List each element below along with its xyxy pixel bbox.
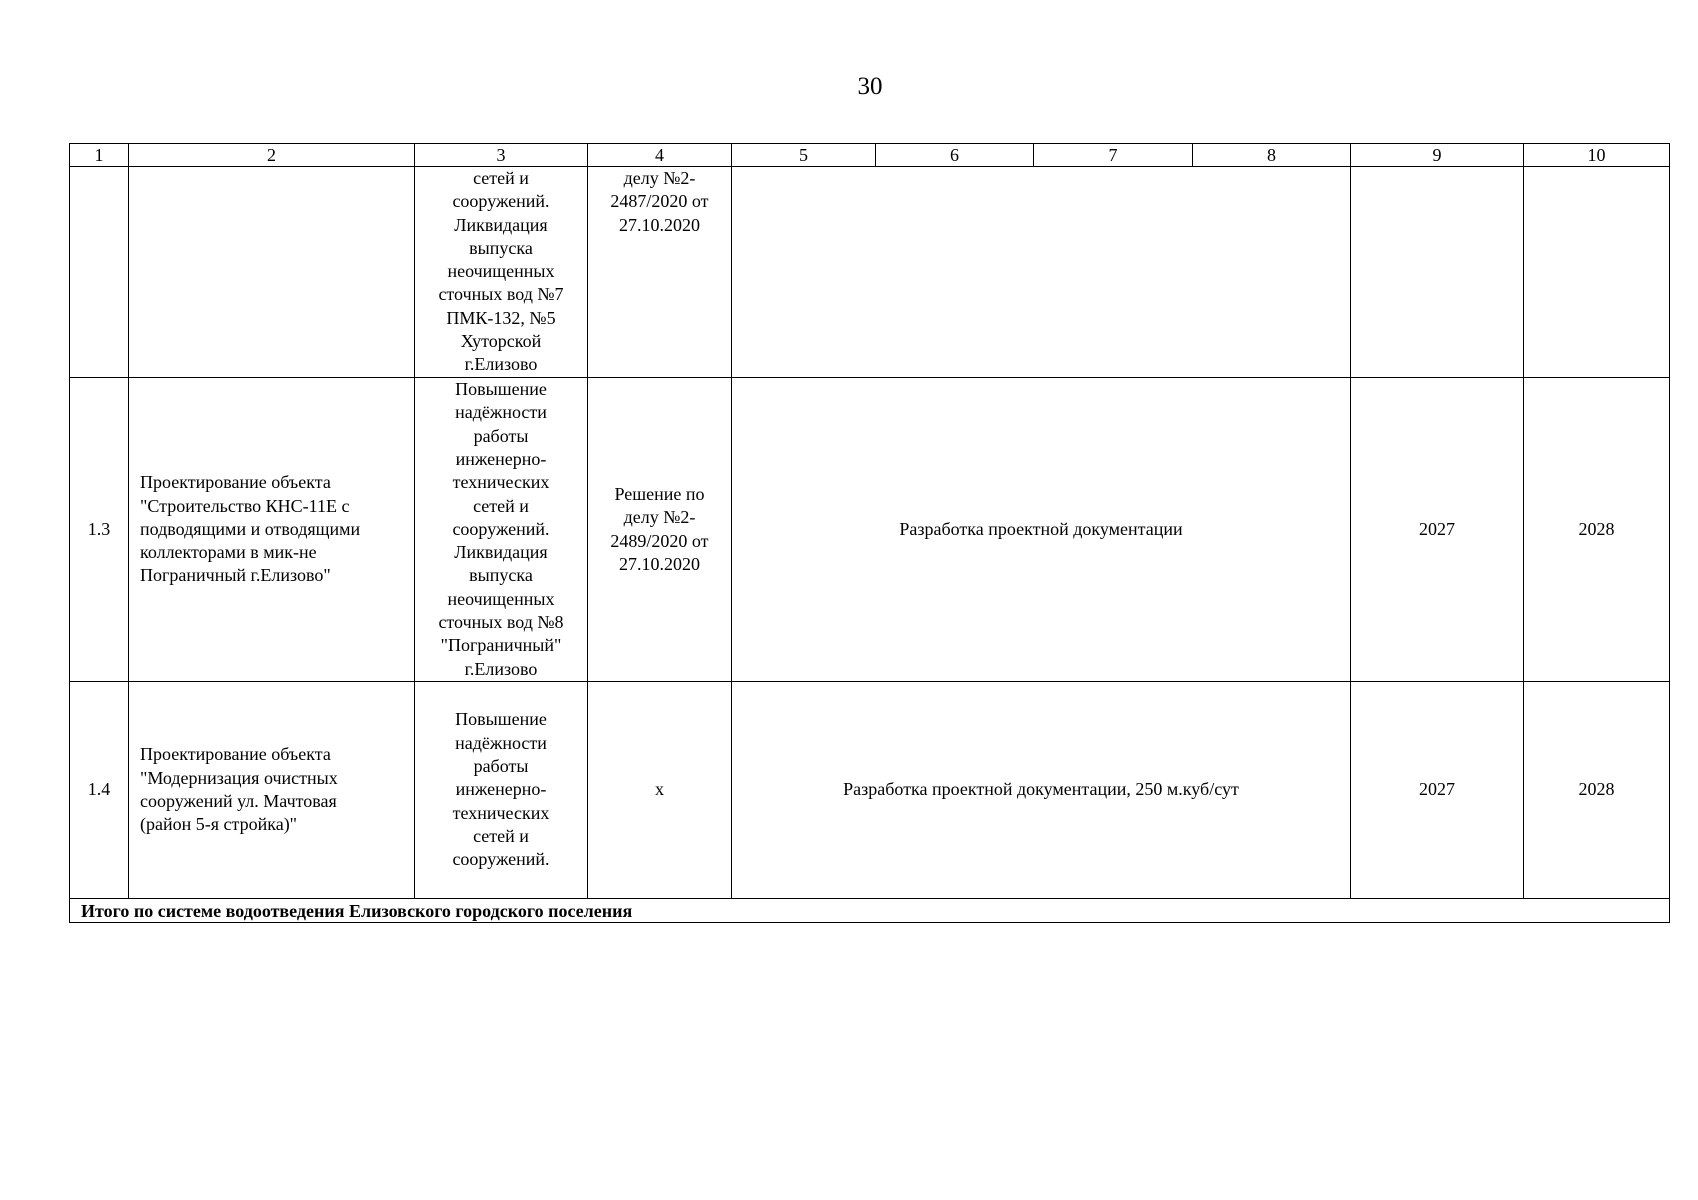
year-start-cell: 2027: [1351, 682, 1524, 899]
object-name-cell: Проектирование объекта "Строительство КНС-11Е с подводящими и отводящими коллекторами в мик-не Пограничный г.Елизово": [129, 378, 415, 682]
column-header: 8: [1193, 144, 1351, 167]
object-name-cell: Проектирование объекта "Модернизация очистных сооружений ул. Мачтовая (район 5-я стройка)": [129, 682, 415, 899]
purpose-cell: Повышение надёжности работы инженерно- технических сетей и сооружений. Ликвидация выпуска неочищенных сточных вод №8 "Пограничный" г.Елизово: [415, 378, 588, 682]
total-label: Итого по системе водоотведения Елизовского городского поселения: [70, 899, 1670, 923]
column-header: 10: [1524, 144, 1670, 167]
column-number-row: [70, 144, 1670, 167]
year-start-cell: 2027: [1351, 378, 1524, 682]
basis-cell: х: [588, 682, 732, 899]
table-row: [70, 378, 1670, 682]
year-end-cell: 2028: [1524, 378, 1670, 682]
row-number-cell: 1.3: [70, 378, 129, 682]
table-row: [70, 167, 1670, 378]
purpose-cell: Повышение надёжности работы инженерно- технических сетей и сооружений.: [415, 682, 588, 899]
column-header: 5: [732, 144, 876, 167]
year-end-cell: 2028: [1524, 682, 1670, 899]
row-number-cell: 1.4: [70, 682, 129, 899]
basis-cell: Решение по делу №2- 2489/2020 от 27.10.2020: [588, 378, 732, 682]
column-header: 3: [415, 144, 588, 167]
column-header: 2: [129, 144, 415, 167]
characteristics-cell: Разработка проектной документации: [732, 378, 1351, 682]
basis-cell: делу №2- 2487/2020 от 27.10.2020: [588, 167, 732, 378]
page-number: 30: [857, 73, 883, 100]
characteristics-cell: Разработка проектной документации, 250 м.куб/сут: [732, 682, 1351, 899]
year-end-cell: [1524, 167, 1670, 378]
year-start-cell: [1351, 167, 1524, 378]
column-header: 4: [588, 144, 732, 167]
row-number-cell: [70, 167, 129, 378]
table-row: [70, 682, 1670, 899]
investment-table: [69, 143, 1670, 923]
column-header: 1: [70, 144, 129, 167]
total-row: [70, 899, 1670, 923]
column-header: 6: [876, 144, 1034, 167]
purpose-cell: сетей и сооружений. Ликвидация выпуска неочищенных сточных вод №7 ПМК-132, №5 Хуторской г.Елизово: [415, 167, 588, 378]
characteristics-cell: [732, 167, 1351, 378]
object-name-cell: [129, 167, 415, 378]
column-header: 7: [1034, 144, 1193, 167]
column-header: 9: [1351, 144, 1524, 167]
